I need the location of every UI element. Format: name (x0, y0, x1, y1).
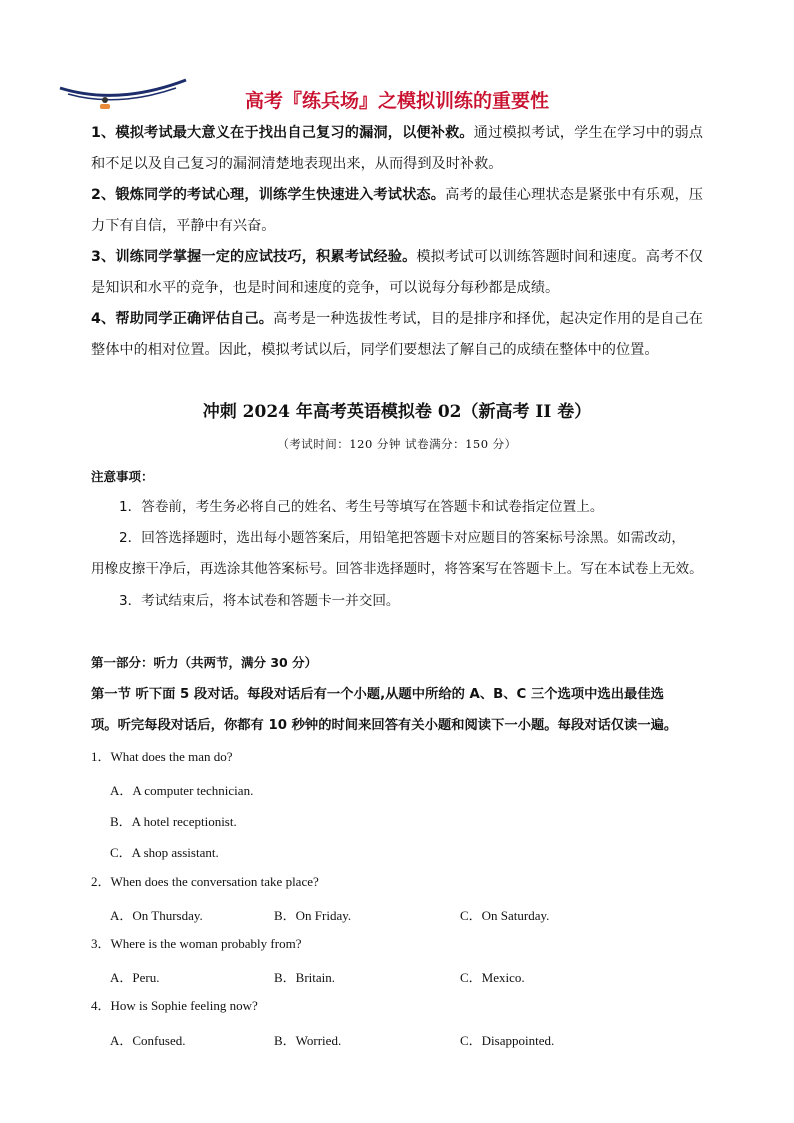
notes-item: 2．回答选择题时，选出每小题答案后，用铅笔把答题卡对应题目的答案标号涂黑。如需改动， (119, 530, 685, 546)
question-option: B．Britain. (274, 970, 336, 985)
intro-lead: 3、训练同学掌握一定的应试技巧，积累考试经验。 (91, 249, 417, 265)
section-instructions: 项。听完每段对话后，你都有 10 秒钟的时间来回答有关小题和阅读下一小题。每段对话仅读一遍。 (91, 718, 678, 733)
intro-body: 通过模拟考试，学生在学习中的弱点和不足以及自己复习的漏洞清楚地表现出来，从而得到及时补救。 (91, 125, 703, 172)
page-headline: 高考『练兵场』之模拟训练的重要性 (244, 90, 549, 112)
exam-subtitle: （考试时间：120 分钟 试卷满分：150 分） (277, 437, 517, 451)
question-option: C．On Saturday. (460, 908, 550, 923)
question-option: B．On Friday. (274, 908, 352, 923)
question-option: A．Confused. (110, 1033, 186, 1048)
intro-body: 高考的最佳心理状态是紧张中有乐观，压力下有自信，平静中有兴奋。 (91, 187, 703, 234)
section-instructions: 第一节 听下面 5 段对话。每段对话后有一个小题,从题中所给的 A、B、C 三个选项中选出最佳选 (91, 687, 664, 702)
question-stem: 1．What does the man do? (91, 749, 233, 764)
question-stem: 3．Where is the woman probably from? (91, 936, 302, 951)
intro-paragraph-1 (91, 118, 703, 180)
exam-title: 冲刺 2024 年高考英语模拟卷 02（新高考 II 卷） (202, 402, 592, 422)
intro-paragraph-3 (91, 242, 703, 304)
question-option: B．Worried. (274, 1033, 342, 1048)
notes-item: 1．答卷前，考生务必将自己的姓名、考生号等填写在答题卡和试卷指定位置上。 (119, 499, 604, 515)
notes-heading: 注意事项： (91, 469, 154, 484)
question-option: A．Peru. (110, 970, 160, 985)
intro-lead: 1、模拟考试最大意义在于找出自己复习的漏洞，以便补救。 (91, 125, 474, 141)
question-stem: 4．How is Sophie feeling now? (91, 998, 258, 1013)
question-option: C．A shop assistant. (110, 845, 219, 860)
question-stem: 2．When does the conversation take place? (91, 874, 319, 889)
intro-lead: 2、锻炼同学的考试心理，训练学生快速进入考试状态。 (91, 187, 446, 203)
intro-paragraph-4 (91, 304, 703, 366)
question-option: B．A hotel receptionist. (110, 814, 237, 829)
notes-item: 3．考试结束后，将本试卷和答题卡一并交回。 (119, 593, 400, 609)
question-option: A．A computer technician. (110, 783, 254, 798)
intro-body: 高考是一种选拔性考试，目的是排序和择优，起决定作用的是自己在整体中的相对位置。因此，模拟考试以后，同学们要想法了解自己的成绩在整体中的位置。 (91, 311, 703, 358)
intro-body: 模拟考试可以训练答题时间和速度。高考不仅是知识和水平的竞争，也是时间和速度的竞争，可以说每分每秒都是成绩。 (91, 249, 703, 296)
intro-lead: 4、帮助同学正确评估自己。 (91, 311, 274, 327)
question-option: A．On Thursday. (110, 908, 203, 923)
question-option: C．Disappointed. (460, 1033, 555, 1048)
intro-paragraph-2 (91, 180, 703, 242)
notes-item: 用橡皮擦干净后，再选涂其他答案标号。回答非选择题时，将答案写在答题卡上。写在本试卷上无效。 (91, 561, 703, 577)
part-heading: 第一部分：听力（共两节，满分 30 分） (91, 655, 318, 670)
question-option: C．Mexico. (460, 970, 525, 985)
